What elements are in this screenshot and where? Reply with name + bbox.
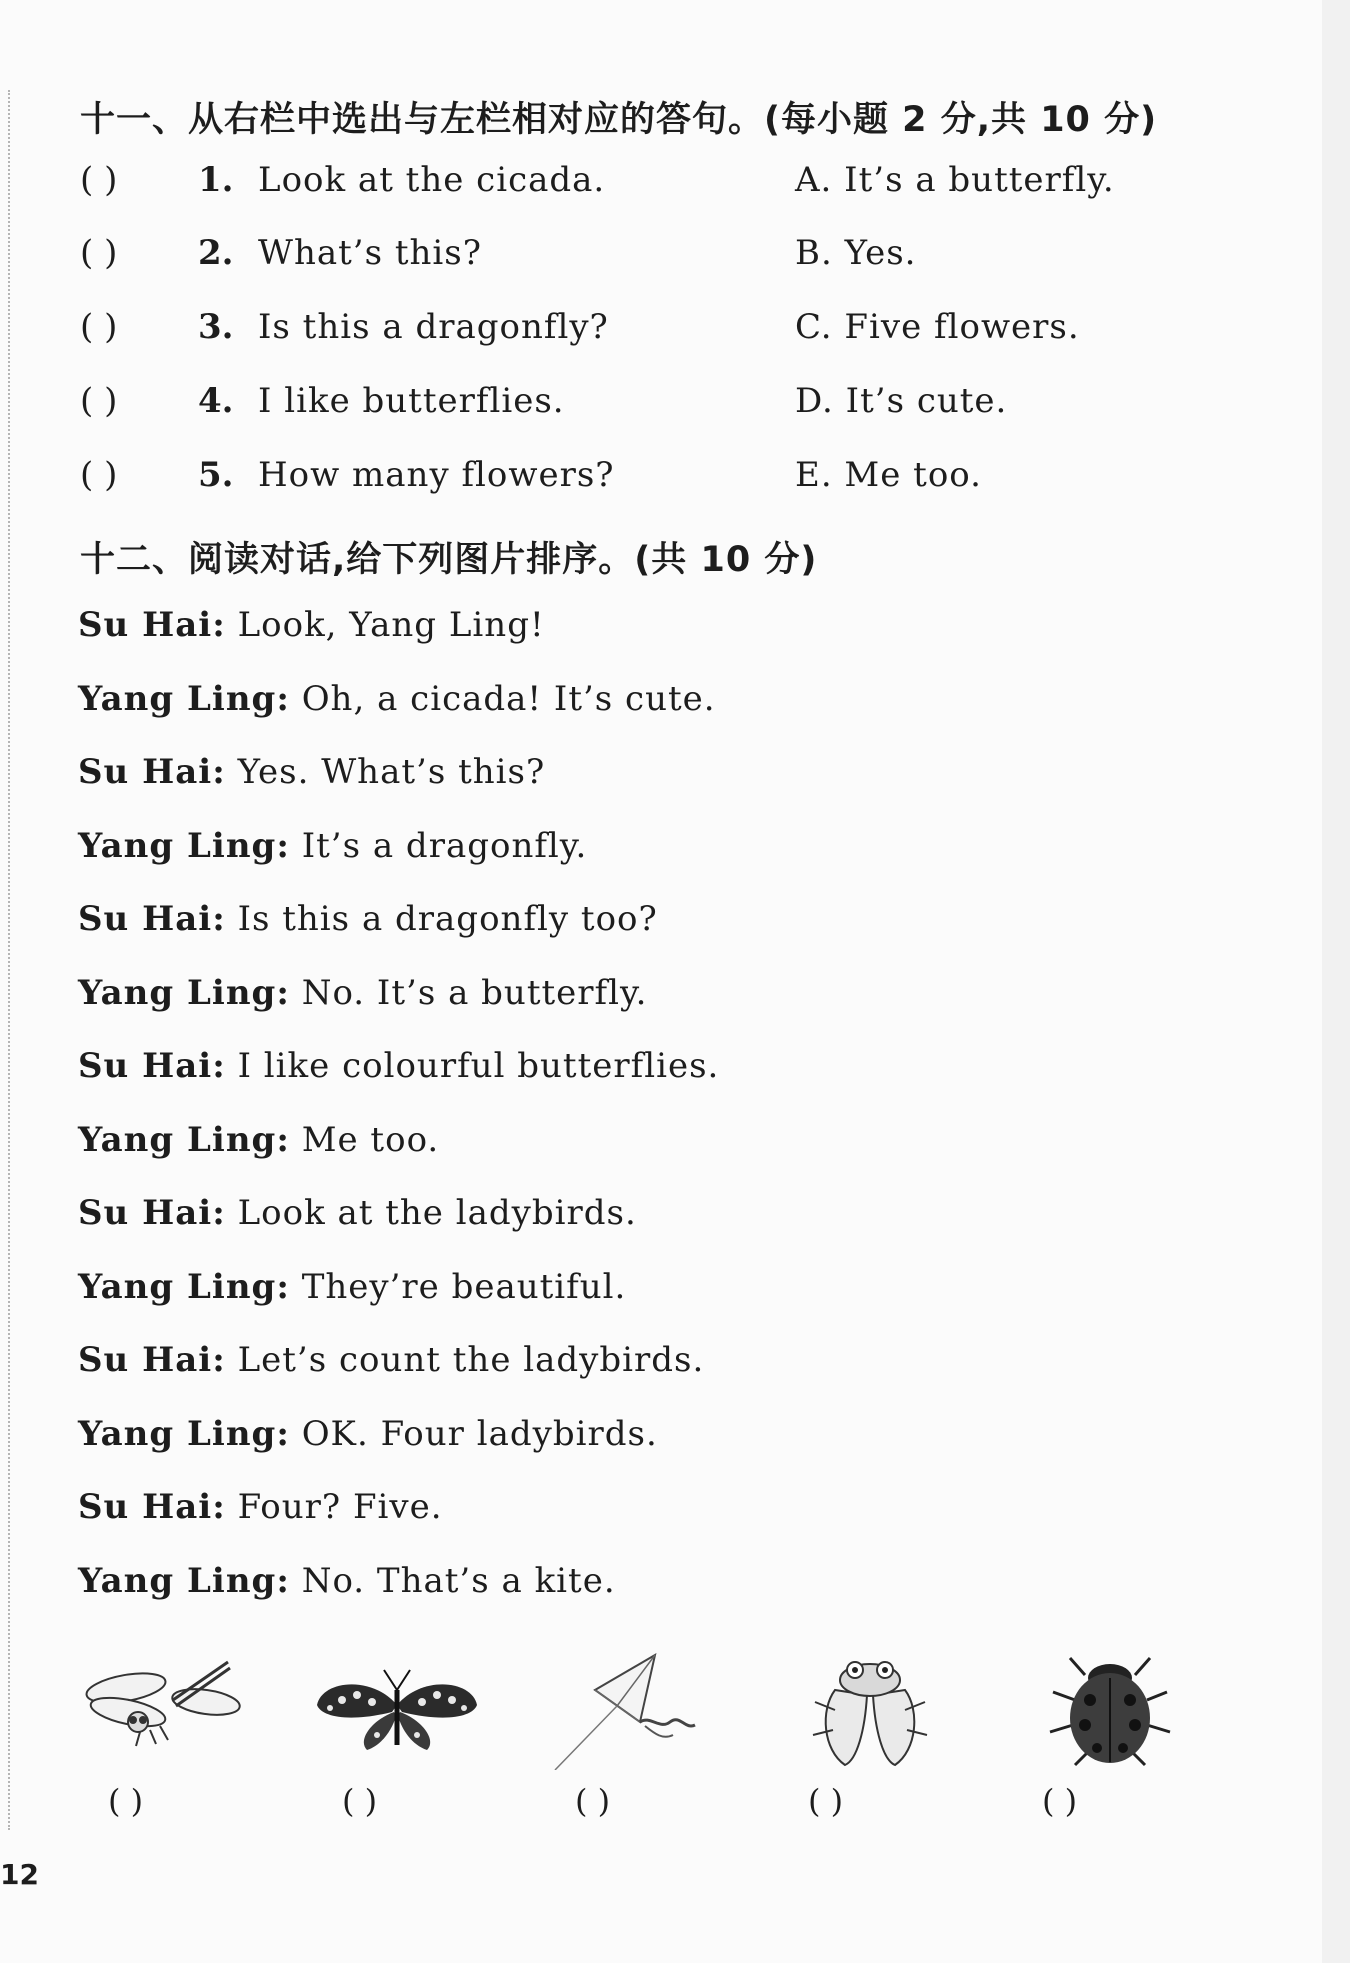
kite-icon	[545, 1650, 715, 1770]
speaker-separator: :	[212, 605, 226, 645]
dialogue-line	[78, 1414, 658, 1454]
dialogue-text: I like colourful butterflies.	[237, 1046, 720, 1086]
dialogue-text: They’re beautiful.	[301, 1267, 627, 1307]
ladybird-icon	[1025, 1650, 1195, 1770]
dragonfly-picture	[78, 1650, 248, 1770]
section-12-heading: 十二、阅读对话,给下列图片排序。(共 10 分)	[80, 540, 818, 580]
speaker-name: Yang Ling	[78, 679, 277, 719]
dialogue-text: Me too.	[301, 1120, 440, 1160]
speaker-name: Su Hai	[78, 1193, 213, 1233]
answer-blank[interactable]: ( )	[80, 307, 118, 347]
speaker-name: Yang Ling	[78, 826, 277, 866]
question-text: Look at the cicada.	[258, 160, 606, 200]
dialogue-line	[78, 973, 647, 1013]
picture-answer-blank[interactable]: ( )	[808, 1782, 844, 1820]
kite-picture	[545, 1650, 715, 1770]
answer-blank[interactable]: ( )	[80, 233, 118, 273]
answer-option: E. Me too.	[795, 455, 982, 495]
speaker-separator: :	[212, 1340, 226, 1380]
dialogue-text: Four? Five.	[237, 1487, 443, 1527]
question-text: How many flowers?	[258, 455, 615, 495]
dialogue-text: No. It’s a butterfly.	[301, 973, 648, 1013]
dialogue-line	[78, 826, 587, 866]
dialogue-text: Oh, a cicada! It’s cute.	[301, 679, 716, 719]
question-number: 3.	[198, 307, 234, 347]
question-row-4	[80, 381, 1180, 429]
answer-blank[interactable]: ( )	[80, 381, 118, 421]
dialogue-text: Look at the ladybirds.	[237, 1193, 637, 1233]
section-11-heading: 十一、从右栏中选出与左栏相对应的答句。(每小题 2 分,共 10 分)	[80, 100, 1158, 140]
margin-dotted-line	[8, 90, 10, 1830]
picture-answer-blank[interactable]: ( )	[108, 1782, 144, 1820]
butterfly-icon	[312, 1650, 482, 1770]
page-number: 12	[0, 1858, 39, 1891]
dragonfly-icon	[78, 1650, 248, 1770]
answer-blank[interactable]: ( )	[80, 455, 118, 495]
question-text: What’s this?	[258, 233, 482, 273]
answer-option: A. It’s a butterfly.	[795, 160, 1115, 200]
speaker-name: Yang Ling	[78, 1561, 277, 1601]
speaker-separator: :	[212, 1046, 226, 1086]
picture-answer-blank[interactable]: ( )	[1042, 1782, 1078, 1820]
dialogue-line	[78, 1193, 637, 1233]
speaker-name: Yang Ling	[78, 1267, 277, 1307]
dialogue-line	[78, 1046, 719, 1086]
answer-option: B. Yes.	[795, 233, 917, 273]
question-number: 2.	[198, 233, 234, 273]
speaker-separator: :	[212, 899, 226, 939]
speaker-separator: :	[276, 1120, 290, 1160]
speaker-name: Yang Ling	[78, 973, 277, 1013]
page-edge-shadow	[1322, 0, 1350, 1963]
speaker-separator: :	[212, 1487, 226, 1527]
dialogue-line	[78, 605, 545, 645]
speaker-separator: :	[276, 826, 290, 866]
speaker-separator: :	[212, 752, 226, 792]
dialogue-line	[78, 1487, 443, 1527]
speaker-name: Yang Ling	[78, 1414, 277, 1454]
dialogue-text: Look, Yang Ling!	[237, 605, 545, 645]
dialogue-line	[78, 752, 545, 792]
dialogue-text: Is this a dragonfly too?	[237, 899, 658, 939]
speaker-separator: :	[276, 1414, 290, 1454]
answer-option: C. Five flowers.	[795, 307, 1080, 347]
speaker-separator: :	[276, 679, 290, 719]
butterfly-picture	[312, 1650, 482, 1770]
speaker-name: Su Hai	[78, 605, 213, 645]
answer-blank[interactable]: ( )	[80, 160, 118, 200]
dialogue-text: No. That’s a kite.	[301, 1561, 616, 1601]
dialogue-line	[78, 1267, 626, 1307]
dialogue-text: Yes. What’s this?	[237, 752, 546, 792]
speaker-name: Su Hai	[78, 1487, 213, 1527]
dialogue-line	[78, 1120, 439, 1160]
speaker-name: Su Hai	[78, 1046, 213, 1086]
question-row-1	[80, 160, 1180, 208]
question-row-2	[80, 233, 1180, 281]
question-number: 5.	[198, 455, 234, 495]
speaker-separator: :	[276, 1561, 290, 1601]
picture-answer-blank[interactable]: ( )	[575, 1782, 611, 1820]
dialogue-line	[78, 1340, 704, 1380]
cicada-picture	[785, 1650, 955, 1770]
dialogue-text: Let’s count the ladybirds.	[237, 1340, 705, 1380]
ladybird-picture	[1025, 1650, 1195, 1770]
dialogue-line	[78, 899, 658, 939]
question-text: I like butterflies.	[258, 381, 565, 421]
dialogue-text: OK. Four ladybirds.	[301, 1414, 658, 1454]
speaker-name: Yang Ling	[78, 1120, 277, 1160]
question-number: 1.	[198, 160, 234, 200]
speaker-name: Su Hai	[78, 1340, 213, 1380]
picture-answer-blank[interactable]: ( )	[342, 1782, 378, 1820]
speaker-name: Su Hai	[78, 899, 213, 939]
speaker-separator: :	[276, 1267, 290, 1307]
question-number: 4.	[198, 381, 234, 421]
question-row-5	[80, 455, 1180, 503]
answer-option: D. It’s cute.	[795, 381, 1008, 421]
speaker-separator: :	[276, 973, 290, 1013]
dialogue-text: It’s a dragonfly.	[301, 826, 588, 866]
cicada-icon	[785, 1650, 955, 1770]
dialogue-line	[78, 1561, 616, 1601]
question-row-3	[80, 307, 1180, 355]
speaker-name: Su Hai	[78, 752, 213, 792]
speaker-separator: :	[212, 1193, 226, 1233]
dialogue-line	[78, 679, 716, 719]
question-text: Is this a dragonfly?	[258, 307, 609, 347]
